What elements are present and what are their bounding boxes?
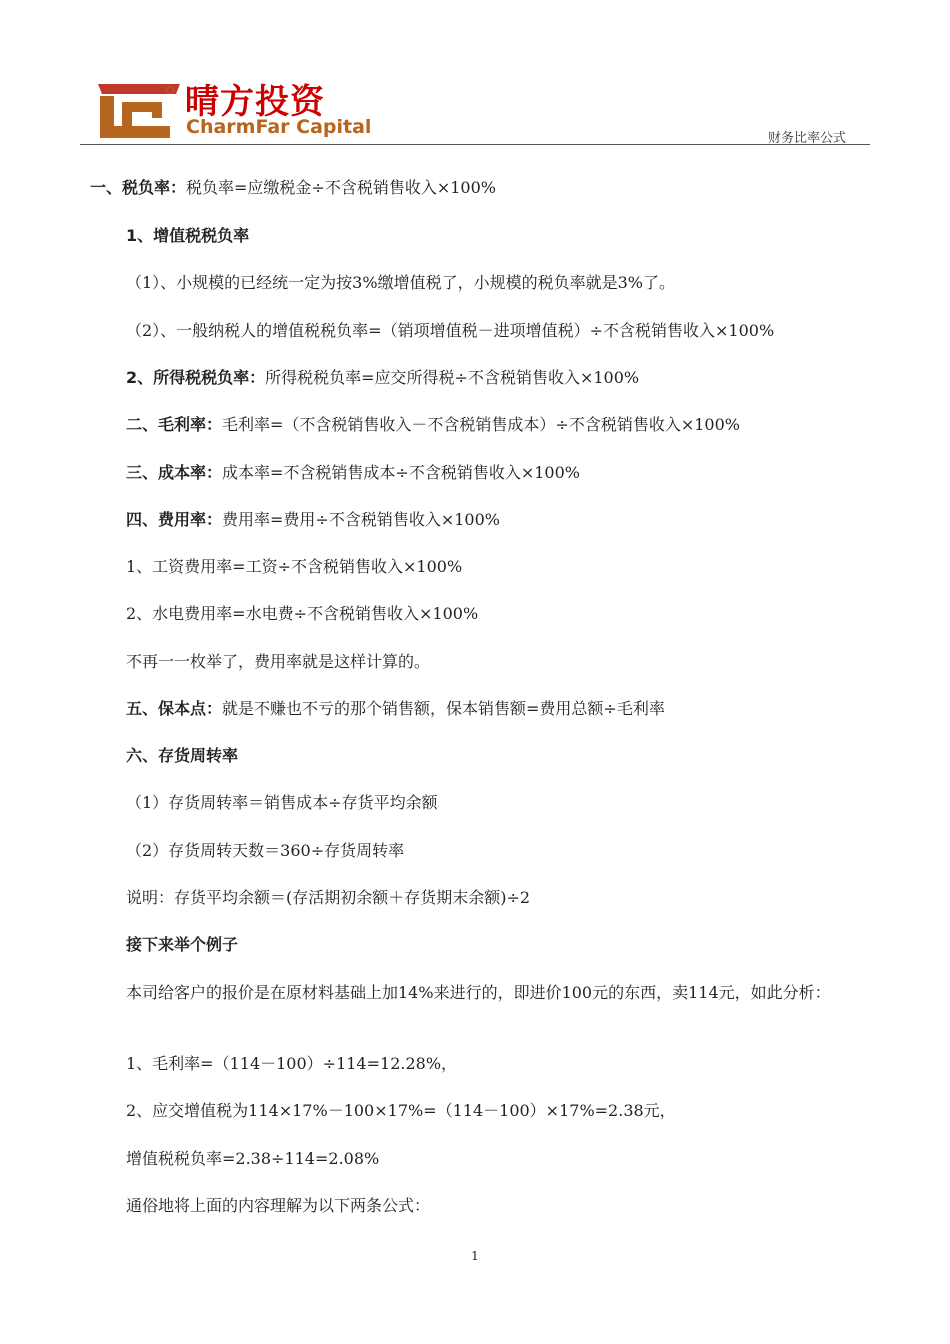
logo-english-name: CharmFar Capital bbox=[186, 116, 372, 138]
subsection-vat-tax-burden: 1、增值税税负率 bbox=[126, 226, 250, 245]
example-heading: 接下来举个例子 bbox=[126, 935, 239, 954]
section-text: 税负率=应缴税金÷不含税销售收入×100% bbox=[186, 178, 496, 197]
utility-expense-rate: 2、水电费用率=水电费÷不含税销售收入×100% bbox=[126, 604, 479, 623]
section-heading: 二、毛利率： bbox=[126, 415, 223, 434]
page-number: 1 bbox=[471, 1249, 479, 1263]
section-break-even bbox=[126, 696, 665, 722]
section-heading: 三、成本率： bbox=[126, 463, 223, 482]
subsection-income-tax-burden bbox=[126, 365, 639, 391]
logo-chinese-name: 晴方投资 bbox=[185, 82, 325, 122]
section-text: 所得税税负率=应交所得税÷不含税销售收入×100% bbox=[265, 368, 640, 387]
section-gross-margin bbox=[126, 412, 740, 438]
inventory-turnover-days-formula: （2）存货周转天数＝360÷存货周转率 bbox=[126, 841, 405, 860]
example-gross-margin: 1、毛利率=（114－100）÷114=12.28%， bbox=[126, 1054, 458, 1073]
general-taxpayer-vat-formula: （2）、一般纳税人的增值税税负率=（销项增值税－进项增值税）÷不含税销售收入×100% bbox=[126, 321, 775, 340]
inventory-turnover-formula: （1）存货周转率＝销售成本÷存货平均余额 bbox=[126, 793, 438, 812]
section-text: 就是不赚也不亏的那个销售额，保本销售额=费用总额÷毛利率 bbox=[222, 699, 665, 718]
section-inventory-turnover: 六、存货周转率 bbox=[126, 746, 239, 765]
example-vat-burden: 增值税税负率=2.38÷114=2.08% bbox=[126, 1149, 380, 1168]
section-text: 费用率=费用÷不含税销售收入×100% bbox=[222, 510, 500, 529]
example-summary-intro: 通俗地将上面的内容理解为以下两条公式： bbox=[126, 1196, 431, 1215]
section-cost-rate bbox=[126, 460, 580, 486]
wage-expense-rate: 1、工资费用率=工资÷不含税销售收入×100% bbox=[126, 557, 463, 576]
section-heading: 五、保本点： bbox=[126, 699, 223, 718]
example-paragraph: 本司给客户的报价是在原材料基础上加14%来进行的，即进价100元的东西，卖114元，如此分析： bbox=[126, 983, 831, 1002]
inventory-average-note: 说明：存货平均余额＝(存活期初余额＋存货期末余额)÷2 bbox=[126, 888, 531, 907]
section-expense-rate bbox=[126, 507, 500, 533]
section-heading: 四、费用率： bbox=[126, 510, 223, 529]
expense-rate-note: 不再一一枚举了，费用率就是这样计算的。 bbox=[126, 652, 431, 671]
section-heading: 一、税负率： bbox=[90, 178, 187, 197]
small-scale-vat-note: （1）、小规模的已经统一定为按3%缴增值税了，小规模的税负率就是3%了。 bbox=[126, 273, 675, 292]
section-heading: 2、所得税税负率： bbox=[126, 368, 266, 387]
section-tax-burden bbox=[90, 175, 496, 201]
section-text: 毛利率=（不含税销售收入－不含税销售成本）÷不含税销售收入×100% bbox=[222, 415, 740, 434]
document-title: 财务比率公式 bbox=[767, 131, 846, 146]
section-text: 成本率=不含税销售成本÷不含税销售收入×100% bbox=[222, 463, 580, 482]
example-vat-payable: 2、应交增值税为114×17%－100×17%=（114－100）×17%=2.38元， bbox=[126, 1101, 676, 1120]
header-divider bbox=[80, 144, 870, 145]
